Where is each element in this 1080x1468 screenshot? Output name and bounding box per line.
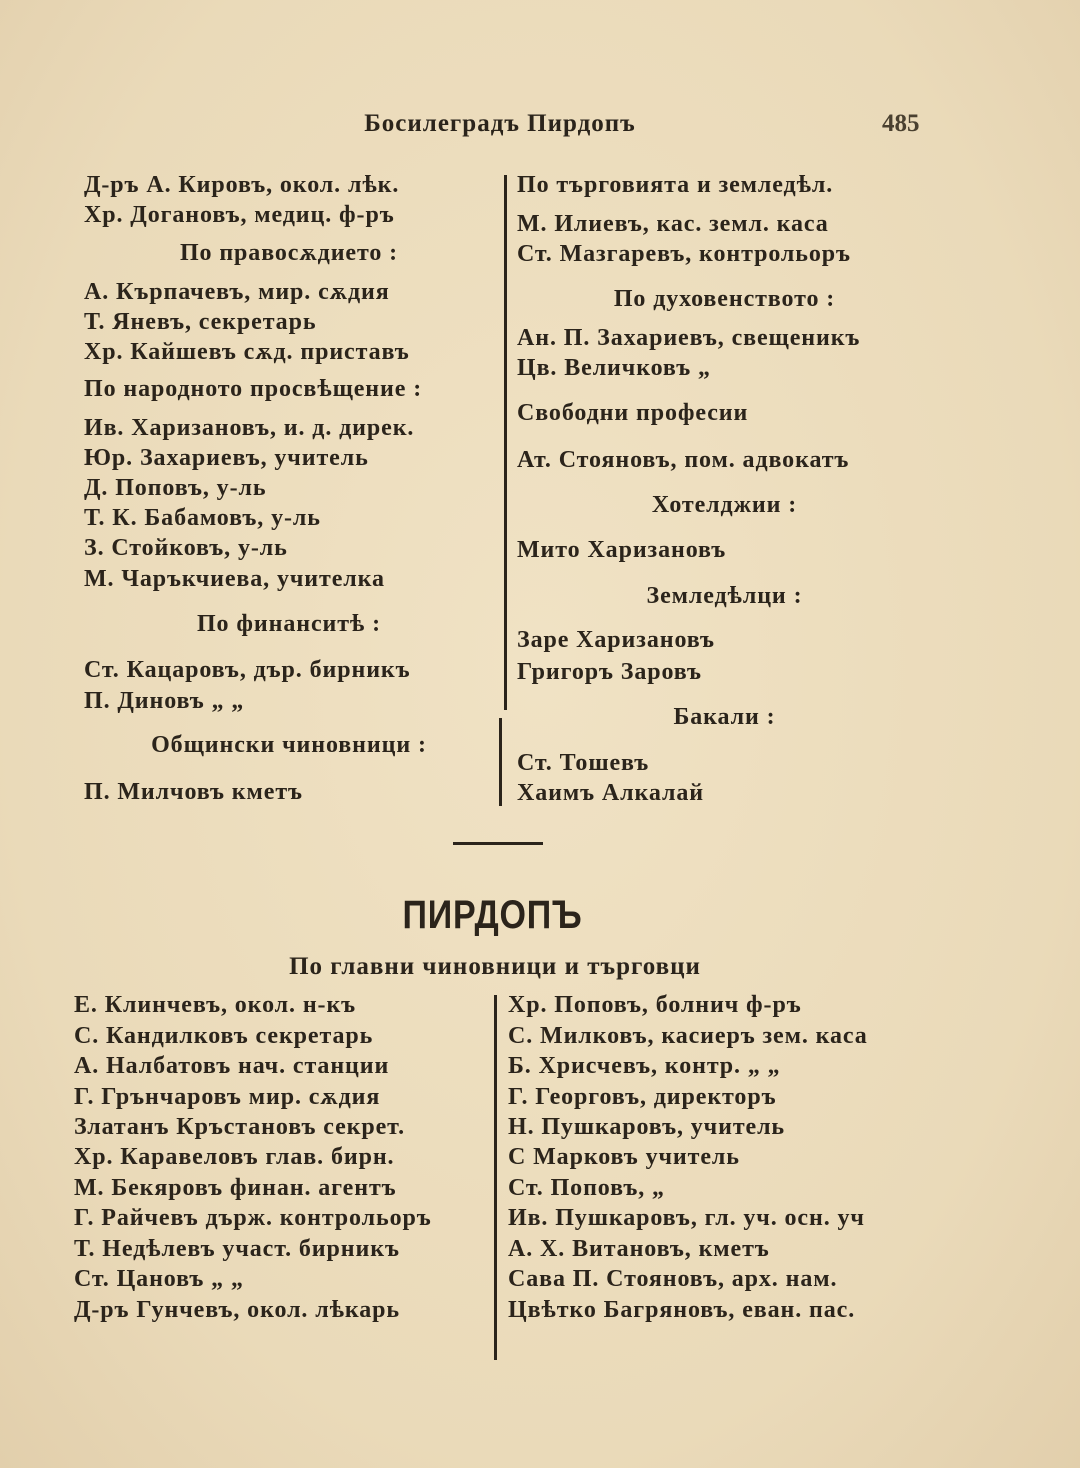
list-entry: Е. Клинчевъ, окол. н-къ (74, 992, 357, 1018)
section-heading: Бакали : (673, 704, 776, 730)
list-entry: Ат. Стояновъ, пом. адвокатъ (517, 447, 850, 473)
list-entry: Сава П. Стояновъ, арх. нам. (508, 1266, 838, 1292)
list-entry: Григоръ Заровъ (517, 659, 702, 685)
list-entry: По народното просвѣщение : (84, 376, 423, 402)
list-entry: Н. Пушкаровъ, учитель (508, 1114, 786, 1140)
list-entry: Г. Грънчаровъ мир. сѫдия (74, 1084, 381, 1110)
list-entry: С. Кандилковъ секретарь (74, 1023, 374, 1049)
list-entry: П. Диновъ „ „ (84, 688, 245, 714)
list-entry: Свободни професии (517, 400, 749, 426)
column-divider (494, 995, 497, 1360)
list-entry: Ив. Пушкаровъ, гл. уч. осн. уч (508, 1205, 865, 1231)
list-entry: Т. Недѣлевъ участ. бирникъ (74, 1236, 400, 1262)
list-entry: Т. Яневъ, секретарь (84, 309, 317, 335)
list-entry: Д-ръ А. Кировъ, окол. лѣк. (84, 172, 400, 198)
list-entry: С Марковъ учитель (508, 1144, 740, 1170)
list-entry: Ан. П. Захариевъ, свещеникъ (517, 325, 861, 351)
list-entry: Хр. Поповъ, болнич ф-ръ (508, 992, 802, 1018)
page-number: 485 (882, 110, 920, 137)
section-heading: По духовенството : (613, 286, 836, 312)
section-heading: Общински чиновници : (151, 732, 427, 758)
list-entry: Д. Поповъ, у-ль (84, 475, 267, 501)
list-entry: Ив. Харизановъ, и. д. дирек. (84, 415, 415, 441)
list-entry: По търговията и земледѣл. (517, 172, 834, 198)
list-entry: Хр. Кайшевъ сѫд. приставъ (84, 339, 410, 365)
running-title: Босилеградъ Пирдопъ (364, 110, 636, 137)
list-entry: Заре Харизановъ (517, 627, 715, 653)
list-entry: Цв. Величковъ „ (517, 355, 711, 381)
list-entry: Ст. Цановъ „ „ (74, 1266, 244, 1292)
list-entry: М. Чаръкчиева, учителка (84, 566, 385, 592)
section-heading: Хотелджии : (651, 492, 798, 518)
list-entry: А. Х. Витановъ, кметъ (508, 1236, 770, 1262)
column-divider (504, 175, 507, 710)
section-heading: По правосѫдието : (179, 240, 399, 266)
list-entry: А. Налбатовъ нач. станции (74, 1053, 390, 1079)
list-entry: Г. Райчевъ държ. контрольоръ (74, 1205, 432, 1231)
list-entry: Хаимъ Алкалай (517, 780, 704, 806)
list-entry: Б. Хрисчевъ, контр. „ „ (508, 1053, 781, 1079)
list-entry: Мито Харизановъ (517, 537, 727, 563)
list-entry: П. Милчовъ кметъ (84, 779, 303, 805)
list-entry: Ст. Мазгаревъ, контрольоръ (517, 241, 851, 267)
section-heading: Земледѣлци : (646, 583, 803, 609)
list-entry: З. Стойковъ, у-ль (84, 535, 288, 561)
list-entry: Т. К. Бабамовъ, у-ль (84, 505, 321, 531)
list-entry: Ст. Тошевъ (517, 750, 650, 776)
section-rule (453, 842, 543, 845)
list-entry: С. Милковъ, касиеръ зем. каса (508, 1023, 868, 1049)
list-entry: Златанъ Кръстановъ секрет. (74, 1114, 405, 1140)
list-entry: Ст. Поповъ, „ (508, 1175, 665, 1201)
section-title: ПИРДОПЪ (402, 893, 583, 937)
list-entry: М. Илиевъ, кас. земл. каса (517, 211, 829, 237)
list-entry: М. Бекяровъ финан. агентъ (74, 1175, 397, 1201)
list-entry: Хр. Догановъ, медиц. ф-ръ (84, 202, 395, 228)
list-entry: Цвѣтко Багряновъ, еван. пас. (508, 1297, 856, 1323)
section-subtitle: По главни чиновници и търговци (289, 953, 701, 980)
list-entry: Ст. Кацаровъ, дър. бирникъ (84, 657, 411, 683)
list-entry: Г. Георговъ, директоръ (508, 1084, 777, 1110)
section-heading: По финанситѣ : (196, 611, 382, 637)
list-entry: Юр. Захариевъ, учитель (84, 445, 369, 471)
list-entry: Д-ръ Гунчевъ, окол. лѣкарь (74, 1297, 401, 1323)
list-entry: А. Кърпачевъ, мир. сѫдия (84, 279, 390, 305)
column-divider (499, 718, 502, 806)
list-entry: Хр. Каравеловъ глав. бирн. (74, 1144, 395, 1170)
